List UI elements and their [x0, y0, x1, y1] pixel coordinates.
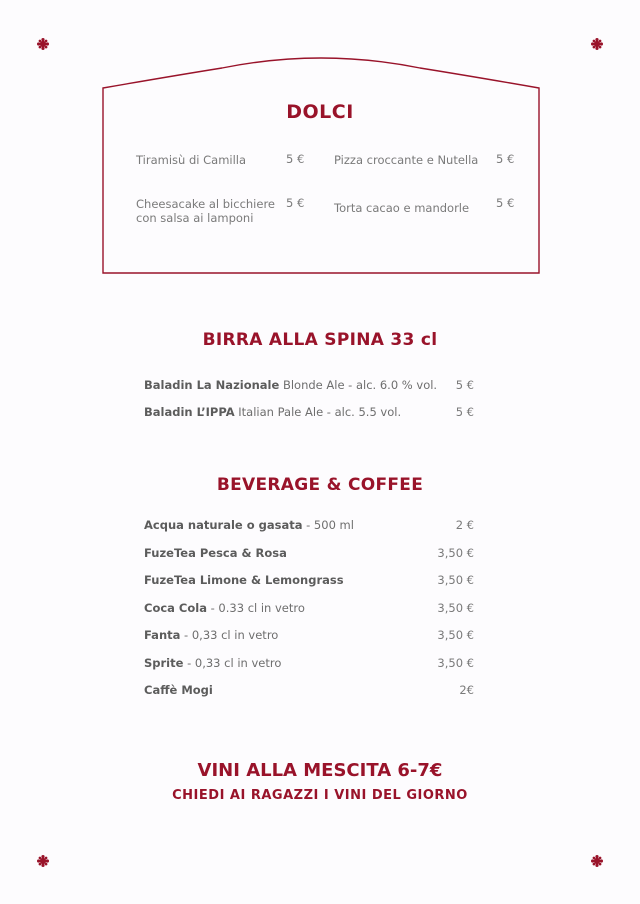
menu-row: [144, 546, 474, 562]
item-desc: Italian Pale Ale - alc. 5.5 vol.: [234, 405, 402, 419]
item-price: 2 €: [455, 518, 474, 532]
dolci-item-price: 5 €: [286, 152, 305, 166]
dolci-section-title: DOLCI: [286, 101, 354, 123]
item-price: 3,50 €: [437, 601, 474, 615]
item-price: 5 €: [455, 405, 474, 419]
item-name: Sprite: [144, 656, 184, 670]
item-price: 5 €: [455, 378, 474, 392]
menu-row: [144, 683, 474, 699]
vini-subtitle: CHIEDI AI RAGAZZI I VINI DEL GIORNO: [172, 788, 468, 803]
dolci-item-name: Torta cacao e mandorle: [334, 201, 470, 215]
beverage-section-title: BEVERAGE & COFFEE: [216, 475, 424, 495]
item-name: Fanta: [144, 628, 181, 642]
menu-row: [144, 573, 474, 589]
dolci-item-desc: con salsa ai lamponi: [136, 211, 254, 225]
item-desc: Blonde Ale - alc. 6.0 % vol.: [279, 378, 438, 392]
item-desc: - 0,33 cl in vetro: [180, 628, 279, 642]
dolci-item: [136, 197, 275, 225]
menu-row: [144, 628, 474, 644]
dolci-item-name: Tiramisù di Camilla: [136, 153, 247, 167]
flower-ornament-icon: [591, 855, 603, 867]
menu-row: [144, 518, 474, 534]
item-name: FuzeTea Limone & Lemongrass: [144, 573, 344, 587]
dolci-item-price: 5 €: [496, 152, 515, 166]
menu-row: [144, 378, 474, 394]
item-desc: - 500 ml: [302, 518, 354, 532]
item-price: 3,50 €: [437, 656, 474, 670]
item-name: Acqua naturale o gasata: [144, 518, 303, 532]
dolci-item-price: 5 €: [286, 196, 305, 210]
vini-section-title: VINI ALLA MESCITA 6-7€: [197, 760, 443, 781]
item-price: 3,50 €: [437, 628, 474, 642]
item-name: Baladin La Nazionale: [144, 378, 280, 392]
menu-row: [144, 656, 474, 672]
dolci-item-price: 5 €: [496, 196, 515, 210]
menu-row: [144, 601, 474, 617]
birra-section-title: BIRRA ALLA SPINA 33 cl: [202, 330, 438, 350]
flower-ornament-icon: [591, 38, 603, 50]
item-desc: - 0.33 cl in vetro: [206, 601, 305, 615]
item-name: Baladin L’IPPA: [144, 405, 235, 419]
dolci-item: [334, 201, 469, 215]
item-desc: - 0,33 cl in vetro: [183, 656, 282, 670]
item-name: FuzeTea Pesca & Rosa: [144, 546, 287, 560]
dolci-item: [136, 153, 246, 167]
item-price: 3,50 €: [437, 573, 474, 587]
dolci-item-name: Cheesacake al bicchiere: [136, 197, 276, 211]
item-price: 2€: [459, 683, 474, 697]
flower-ornament-icon: [37, 855, 49, 867]
item-name: Coca Cola: [144, 601, 207, 615]
item-price: 3,50 €: [437, 546, 474, 560]
flower-ornament-icon: [37, 38, 49, 50]
dolci-item: [334, 153, 478, 167]
dolci-item-name: Pizza croccante e Nutella: [334, 153, 479, 167]
menu-row: [144, 405, 474, 421]
item-name: Caffè Mogi: [144, 683, 213, 697]
